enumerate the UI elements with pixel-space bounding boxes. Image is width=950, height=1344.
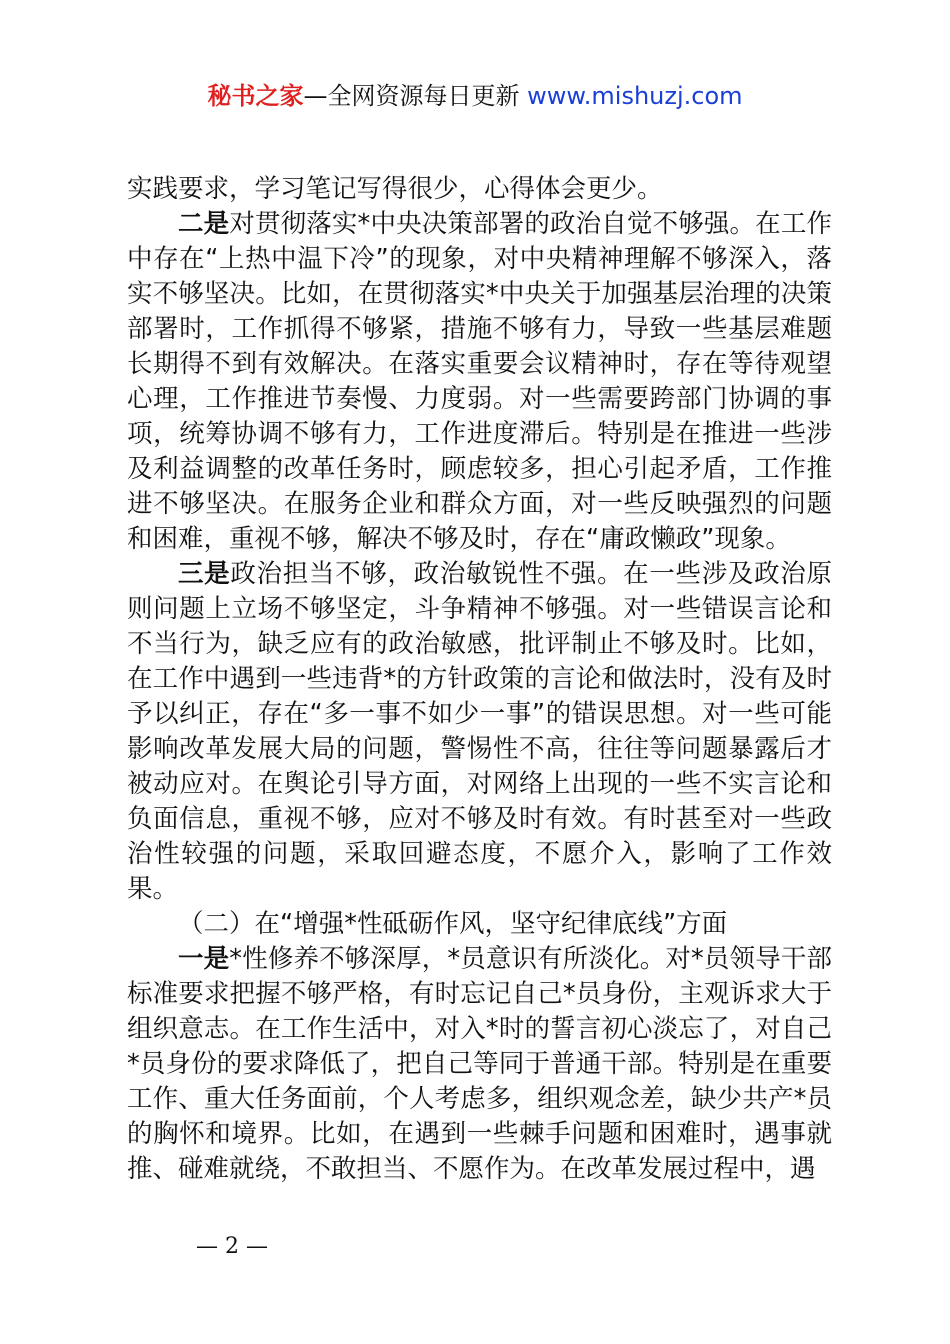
paragraph-text: *性修养不够深厚，*员意识有所淡化。对*员领导干部标准要求把握不够严格，有时忘记自己*员身份，主观诉求大于组织意志。在工作生活中，对入*时的誓言初心淡忘了，对自己*员身份的要求降低了，把自己等同于普通干部。特别是在重要工作、重大任务面前，个人考虑多，组织观念差，缺少共产*员的胸怀和境界。比如，在遇到一些棘手问题和困难时，遇事就推、碰难就绕，不敢担当、不愿作为。在改革发展过程中，遇 [127, 944, 832, 1184]
paragraph-text: 对贯彻落实*中央决策部署的政治自觉不够强。在工作中存在“上热中温下冷”的现象，对中央精神理解不够深入，落实不够坚决。比如，在贯彻落实*中央关于加强基层治理的决策部署时，工作抓得不够紧，措施不够有力，导致一些基层难题长期得不到有效解决。在落实重要会议精神时，存在等待观望心理，工作推进节奏慢、力度弱。对一些需要跨部门协调的事项，统筹协调不够有力，工作进度滞后。特别是在推进一些涉及利益调整的改革任务时，顾虑较多，担心引起矛盾，工作推进不够坚决。在服务企业和群众方面，对一些反映强烈的问题和困难，重视不够，解决不够及时，存在“庸政懒政”现象。 [127, 209, 832, 554]
header-tagline: —全网资源每日更新 [303, 82, 528, 110]
paragraph-point-two [127, 207, 832, 557]
paragraph-point-three [127, 557, 832, 907]
paragraph-lead: 一是 [178, 944, 230, 974]
paragraph-continuation: 实践要求，学习笔记写得很少，心得体会更少。 [127, 174, 663, 204]
page-header [0, 80, 950, 112]
page-number: — 2 — [196, 1234, 268, 1259]
brand-name: 秘书之家 [207, 82, 304, 110]
website-link[interactable]: www.mishuzj.com [527, 82, 743, 110]
section-heading: （二）在“增强*性砥砺作风，坚守纪律底线”方面 [178, 909, 728, 939]
document-body [127, 172, 832, 1187]
paragraph-text: 政治担当不够，政治敏锐性不强。在一些涉及政治原则问题上立场不够坚定，斗争精神不够强。对一些错误言论和不当行为，缺乏应有的政治敏感，批评制止不够及时。比如，在工作中遇到一些违背*的方针政策的言论和做法时，没有及时予以纠正，存在“多一事不如少一事”的错误思想。对一些可能影响改革发展大局的问题，警惕性不高，往往等问题暴露后才被动应对。在舆论引导方面，对网络上出现的一些不实言论和负面信息，重视不够，应对不够及时有效。有时甚至对一些政治性较强的问题，采取回避态度，不愿介入，影响了工作效果。 [127, 559, 832, 904]
paragraph-lead: 三是 [178, 559, 231, 589]
paragraph-lead: 二是 [178, 209, 230, 239]
paragraph-point-one [127, 942, 832, 1187]
